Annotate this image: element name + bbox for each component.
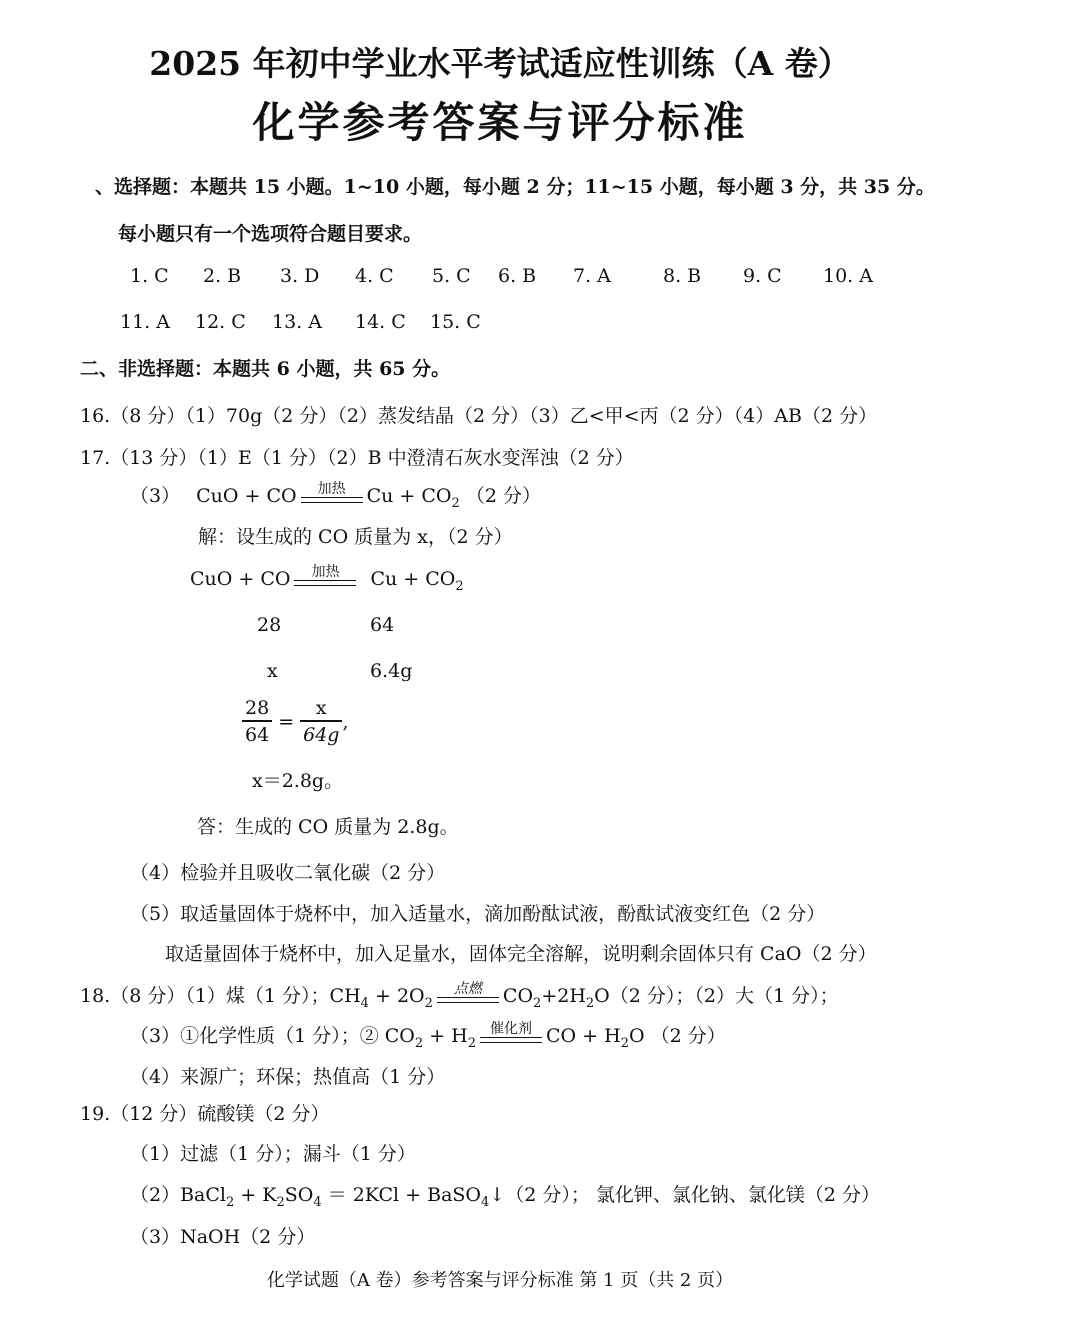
q19-line3 [130,1180,880,1210]
mass-co: 28 [257,614,282,636]
mc-answer-10: 10. A [823,265,873,287]
mc-answer-12: 12. C [195,311,246,333]
q18-line1-post: O（2 分）；（2）大（1 分）； [594,985,839,1007]
q18-line1-product2: +2H [541,985,586,1007]
q18-line2 [130,1021,726,1051]
eq1-condition-arrow [301,481,363,510]
q18-line1-pre: 18.（8 分）（1）煤（1 分）；CH [80,985,361,1007]
mc-answer-9: 9. C [743,265,782,287]
fraction-left-num: 28 [242,696,272,722]
eq1-condition-label: 加热 [317,481,346,497]
q19-line2: （1）过滤（1 分）；漏斗（1 分） [130,1143,416,1165]
document-subtitle: 化学参考答案与评分标准 [252,98,748,147]
fraction-right-num: x [300,696,342,722]
q18-line1 [80,981,839,1011]
q17-part5a: （5）取适量固体于烧杯中，加入适量水，滴加酚酞试液，酚酞试液变红色（2 分） [130,903,826,925]
section1-subheading: 每小题只有一个选项符合题目要求。 [118,223,423,245]
fraction-left [242,696,272,748]
result-x: x＝2.8g。 [252,770,344,792]
h2o-sub: 2 [585,995,595,1011]
mc-answer-14: 14. C [355,311,406,333]
catalyst-condition-label: 催化剂 [490,1021,533,1037]
eq2-condition-label: 加热 [311,564,340,580]
l2-h2o-sub: 2 [620,1035,629,1051]
q18-line2-pre: （3）①化学性质（1 分）；② CO [130,1025,415,1047]
eq2-reactants: CuO + CO [190,568,291,590]
section1-heading: 、选择题：本题共 15 小题。1~10 小题，每小题 2 分；11~15 小题，每小题 3 分，共 35 分。 [95,176,935,198]
eq2-products: Cu + CO [370,568,456,590]
q19-line4: （3）NaOH（2 分） [130,1226,316,1248]
proportion-equation [242,696,349,748]
page-footer: 化学试题（A 卷）参考答案与评分标准 第 1 页（共 2 页） [266,1270,734,1291]
mc-answer-11: 11. A [120,311,170,333]
so4-sub: 4 [313,1194,322,1210]
q17-conclusion: 答：生成的 CO 质量为 2.8g。 [197,816,459,838]
mc-answer-8: 8. B [663,265,702,287]
eq1-sub: 2 [451,495,460,511]
document-title: 2025 年初中学业水平考试适应性训练（A 卷） [149,44,851,83]
l2-h2-sub: 2 [467,1035,477,1051]
mc-answer-4: 4. C [355,265,394,287]
q18-line1-product1: CO [502,985,534,1007]
eq1-reactants: CuO + CO [196,485,297,507]
mass-cu-given: 6.4g [370,660,413,682]
q18-line2-products: CO + H [546,1025,621,1047]
q17-solution-equation [190,564,464,594]
q19-line3-pre: （2）BaCl [130,1184,226,1206]
fraction-right [300,696,342,748]
mc-answer-7: 7. A [573,265,611,287]
q18-line2-post: O （2 分） [628,1025,726,1047]
q17-part4: （4）检验并且吸收二氧化碳（2 分） [130,862,446,884]
bacl2-sub: 2 [226,1194,235,1210]
baso4-sub: 4 [481,1194,490,1210]
catalyst-condition-arrow [480,1021,542,1050]
q17-part3-equation [130,481,541,511]
eq1-products: Cu + CO [366,485,452,507]
fraction-left-den: 64 [245,724,270,746]
mass-cu: 64 [370,614,395,636]
equals-sign: = [278,711,295,733]
q18-line1-mid: + 2O [368,985,425,1007]
mc-answer-15: 15. C [430,311,481,333]
fraction-right-den: 64g [303,724,340,746]
o2-sub: 2 [424,995,433,1011]
l2-co2-sub: 2 [414,1035,424,1051]
mc-answer-1: 1. C [130,265,169,287]
mc-answer-13: 13. A [272,311,322,333]
eq2-condition-arrow [294,564,356,593]
q17-line1: 17.（13 分）（1）E（1 分）（2）B 中澄清石灰水变浑浊（2 分） [80,447,634,469]
mc-answer-5: 5. C [432,265,471,287]
unknown-x: x [267,660,278,682]
q19-line3-post: ↓（2 分）； 氯化钾、氯化钠、氯化镁（2 分） [489,1184,880,1206]
fraction-trailing-comma: , [342,711,349,733]
q19-line3-b: SO [284,1184,314,1206]
q16-answer: 16.（8 分）（1）70g（2 分）（2）蒸发结晶（2 分）（3）乙<甲<丙（2 分）（4）AB（2 分） [80,405,878,427]
mc-answer-3: 3. D [280,265,320,287]
q18-line3: （4）来源广；环保；热值高（1 分） [130,1066,446,1088]
mc-answer-6: 6. B [498,265,537,287]
section2-heading: 二、非选择题：本题共 6 小题，共 65 分。 [80,358,451,380]
q19-line3-a: + K [234,1184,277,1206]
k2-sub: 2 [276,1194,285,1210]
q19-line3-c: ＝ 2KCl + BaSO [321,1184,481,1206]
ignite-condition-label: 点燃 [453,981,482,997]
q17-part3-label: （3） [130,485,181,507]
q17-solution-intro: 解：设生成的 CO 质量为 x，（2 分） [198,526,513,548]
eq1-score: （2 分） [465,485,541,507]
q19-line1: 19.（12 分）硫酸镁（2 分） [80,1103,330,1125]
q17-part5b: 取适量固体于烧杯中，加入足量水，固体完全溶解，说明剩余固体只有 CaO（2 分） [165,943,877,965]
ch4-sub: 4 [360,995,369,1011]
mc-answer-2: 2. B [203,265,242,287]
ignite-condition-arrow [437,981,499,1010]
co2-sub: 2 [533,995,542,1011]
q18-line2-mid: + H [423,1025,468,1047]
eq2-sub: 2 [455,578,464,594]
